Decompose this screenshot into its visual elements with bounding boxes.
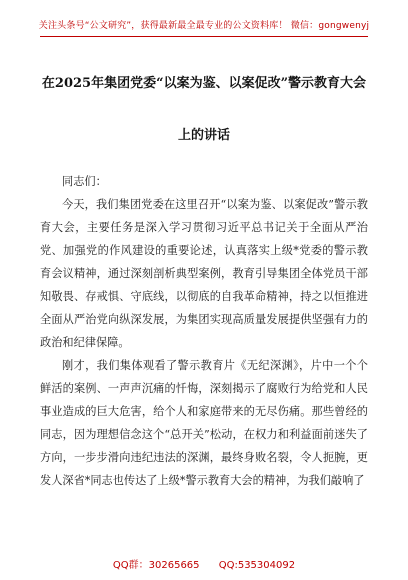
document-subtitle: 上的讲话 [177,128,230,143]
footer-qq-number: QQ:535304092 [218,560,296,571]
salutation: 同志们： [62,175,107,188]
document-title: 在2025年集团党委“以案为鉴、以案促改”警示教育大会 [41,76,367,91]
header-notice: 关注头条号“公文研究”，获得最新最全最专业的公文资料库！ 微信：gongwenyj [38,21,370,31]
paragraph-1: 今天，我们集团党委在这里召开“以案为鉴、以案促改”警示教育大会，主要任务是深入学习贯彻习近平总书记关于全面从严治党、加强党的作风建设的重要论述，认真落实上级*党委的警示教育会议精神，通过深刻剖析典型案例，教育引导集团全体党员干部知敬畏、存戒惧、守底线，以彻底的自我革命精神，持之以恒推进全面从严治党向纵深发展，为集团实现高质量发展提供坚强有力的政治和纪律保障。 [40,198,368,349]
header-divider [40,36,368,37]
footer-contact [0,556,408,571]
document-body [40,170,368,492]
footer-qq-group: QQ群：30265665 [112,560,200,571]
paragraph-2: 刚才，我们集体观看了警示教育片《无纪深渊》，片中一个个鲜活的案例、一声声沉痛的忏悔，深刻揭示了腐败行为给党和人民事业造成的巨大危害，给个人和家庭带来的无尽伤痛。那些曾经的同志，因为理想信念这个“总开关”松动，在权力和利益面前迷失了方向，一步步滑向违纪违法的深渊，最终身败名裂，令人扼腕，更发人深省*同志也传达了上级*警示教育大会的精神，为我们敲响了 [40,359,368,487]
